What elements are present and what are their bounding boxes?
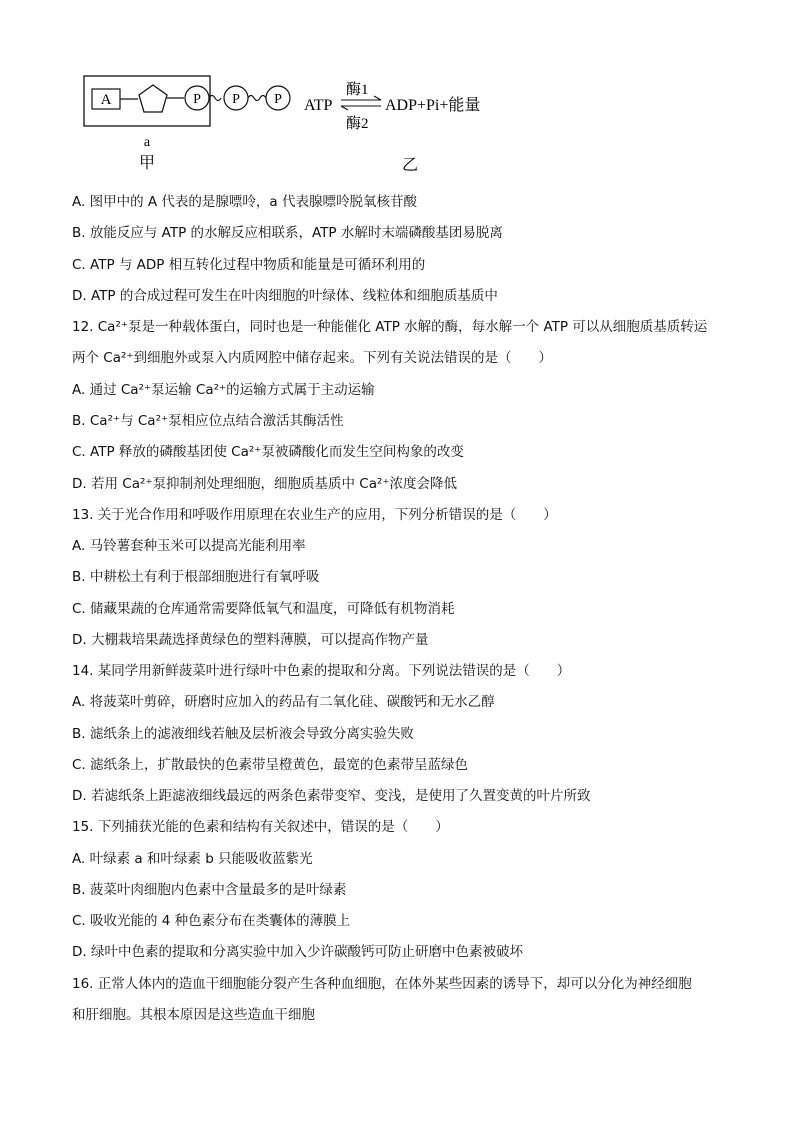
phosphate-label: P <box>232 92 240 107</box>
option-line: D. 大棚栽培果蔬选择黄绿色的塑料薄膜，可以提高作物产量 <box>72 632 429 648</box>
option-line: C. ATP 与 ADP 相互转化过程中物质和能量是可循环利用的 <box>72 257 426 273</box>
ribose-pentagon <box>139 85 167 112</box>
phosphate-label: P <box>274 92 282 107</box>
phosphate-label: P <box>193 92 201 107</box>
high-energy-bond <box>248 96 266 101</box>
option-line: A. 通过 Ca²⁺泵运输 Ca²⁺的运输方式属于主动运输 <box>72 382 375 398</box>
option-line: B. 中耕松土有利于根部细胞进行有氧呼吸 <box>72 569 320 585</box>
option-line: D. 绿叶中色素的提取和分离实验中加入少许碳酸钙可防止研磨中色素被破坏 <box>72 944 523 960</box>
option-line: C. 吸收光能的 4 种色素分布在类囊体的薄膜上 <box>72 913 351 929</box>
option-line: D. 若滤纸条上距滤液细线最远的两条色素带变窄、变浅，是使用了久置变黄的叶片所致 <box>72 788 591 804</box>
question-line: 13. 关于光合作用和呼吸作用原理在农业生产的应用，下列分析错误的是（ ） <box>72 507 557 523</box>
question-line: 12. Ca²⁺泵是一种载体蛋白，同时也是一种能催化 ATP 水解的酶，每水解一个 ATP 可以从细胞质基质转运 <box>72 319 708 335</box>
question-line: 15. 下列捕获光能的色素和结构有关叙述中，错误的是（ ） <box>72 819 449 835</box>
option-line: A. 图甲中的 A 代表的是腺嘌呤，a 代表腺嘌呤脱氧核苷酸 <box>72 194 417 210</box>
option-line: C. 储藏果蔬的仓库通常需要降低氧气和温度，可降低有机物消耗 <box>72 601 455 617</box>
option-line: B. 滤纸条上的滤液细线若触及层析液会导致分离实验失败 <box>72 726 414 742</box>
option-line: A. 将菠菜叶剪碎，研磨时应加入的药品有二氧化硅、碳酸钙和无水乙醇 <box>72 694 495 710</box>
atp-figure <box>0 0 794 190</box>
option-line: B. Ca²⁺与 Ca²⁺泵相应位点结合激活其酶活性 <box>72 413 344 429</box>
question-line: 16. 正常人体内的造血干细胞能分裂产生各种血细胞，在体外某些因素的诱导下，却可以分化为神经细胞 <box>72 976 692 992</box>
option-line: D. ATP 的合成过程可发生在叶肉细胞的叶绿体、线粒体和细胞质基质中 <box>72 288 498 304</box>
question-line: 和肝细胞。其根本原因是这些造血干细胞 <box>72 1007 315 1023</box>
label-a: a <box>143 135 151 150</box>
option-line: C. ATP 释放的磷酸基团使 Ca²⁺泵被磷酸化而发生空间构象的改变 <box>72 444 464 460</box>
option-line: C. 滤纸条上，扩散最快的色素带呈橙黄色，最宽的色素带呈蓝绿色 <box>72 757 469 773</box>
option-line: A. 叶绿素 a 和叶绿素 b 只能吸收蓝紫光 <box>72 851 313 867</box>
caption-jia: 甲 <box>138 155 156 172</box>
enzyme-bottom: 酶2 <box>346 116 369 132</box>
high-energy-bond <box>209 96 221 101</box>
equation-left: ATP <box>304 97 333 114</box>
question-line: 14. 某同学用新鲜菠菜叶进行绿叶中色素的提取和分离。下列说法错误的是（ ） <box>72 663 571 679</box>
option-line: D. 若用 Ca²⁺泵抑制剂处理细胞，细胞质基质中 Ca²⁺浓度会降低 <box>72 476 458 492</box>
enzyme-top: 酶1 <box>346 82 369 98</box>
adenine-label: A <box>100 92 112 108</box>
equation-right: ADP+Pi+能量 <box>385 97 481 114</box>
option-line: A. 马铃薯套种玉米可以提高光能利用率 <box>72 538 306 554</box>
option-line: B. 菠菜叶肉细胞内色素中含量最多的是叶绿素 <box>72 882 347 898</box>
arrow-head <box>341 106 348 110</box>
caption-yi: 乙 <box>401 157 419 174</box>
arrow-head <box>374 96 381 100</box>
question-line: 两个 Ca²⁺到细胞外或泵入内质网腔中储存起来。下列有关说法错误的是（ ） <box>72 350 553 366</box>
option-line: B. 放能反应与 ATP 的水解反应相联系，ATP 水解时末端磷酸基团易脱离 <box>72 225 503 241</box>
